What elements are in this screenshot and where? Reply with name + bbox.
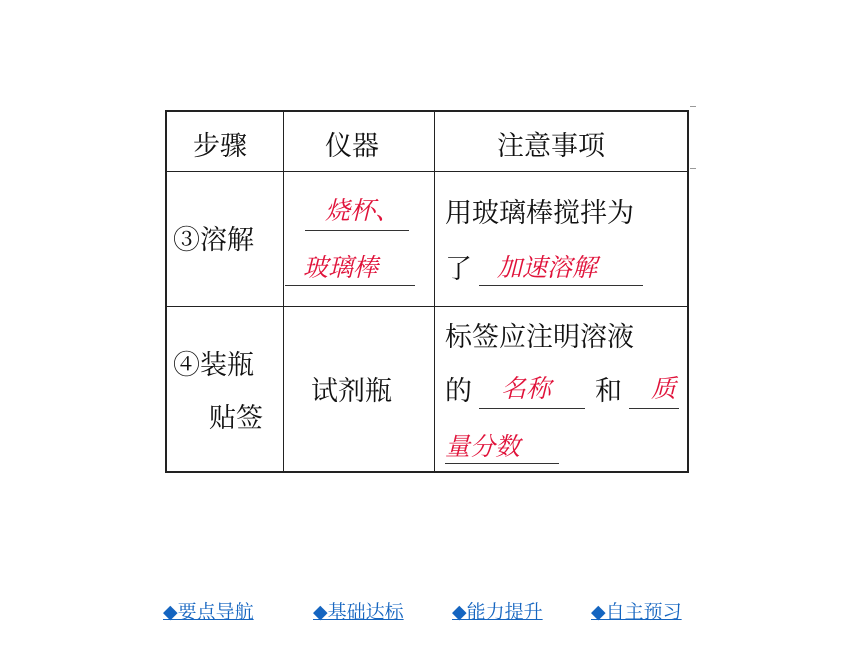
blank-line <box>479 285 643 286</box>
note-for: 了 <box>445 254 472 285</box>
blank-line <box>479 408 585 409</box>
note-stir: 用玻璃棒搅拌为 <box>445 198 634 229</box>
instrument-reagent-bottle: 试剂瓶 <box>311 376 392 407</box>
blank-line <box>305 230 409 231</box>
column-divider <box>283 112 284 471</box>
answer-beaker: 烧杯、 <box>325 196 401 225</box>
answer-glass-rod: 玻璃棒 <box>303 253 379 282</box>
blank-line <box>629 408 679 409</box>
row-divider <box>167 306 687 307</box>
step-dissolve: ③溶解 <box>173 225 254 256</box>
answer-mass-fraction-1: 质 <box>651 374 677 403</box>
row-divider <box>167 171 687 172</box>
column-divider <box>434 112 435 471</box>
experiment-steps-table <box>165 110 689 473</box>
blank-line <box>445 463 559 464</box>
note-of: 的 <box>445 376 472 407</box>
answer-mass-fraction-2: 量分数 <box>445 432 521 461</box>
nav-self-preview-link[interactable]: ◆自主预习 <box>591 601 682 623</box>
step-bottle-label-1: ④装瓶 <box>173 350 254 381</box>
edge-mark <box>690 106 696 107</box>
header-step: 步骤 <box>193 131 247 162</box>
header-instrument: 仪器 <box>325 131 379 162</box>
nav-basic-standard-link[interactable]: ◆基础达标 <box>313 601 404 623</box>
blank-line <box>285 285 415 286</box>
step-bottle-label-2: 贴签 <box>209 403 263 434</box>
nav-key-points-link[interactable]: ◆要点导航 <box>163 601 254 623</box>
note-and: 和 <box>595 376 622 407</box>
answer-name: 名称 <box>501 374 552 403</box>
edge-mark <box>690 168 696 169</box>
note-label-should: 标签应注明溶液 <box>445 322 634 353</box>
header-notes: 注意事项 <box>497 131 605 162</box>
nav-ability-improve-link[interactable]: ◆能力提升 <box>452 601 543 623</box>
answer-speed-dissolve: 加速溶解 <box>497 253 598 282</box>
